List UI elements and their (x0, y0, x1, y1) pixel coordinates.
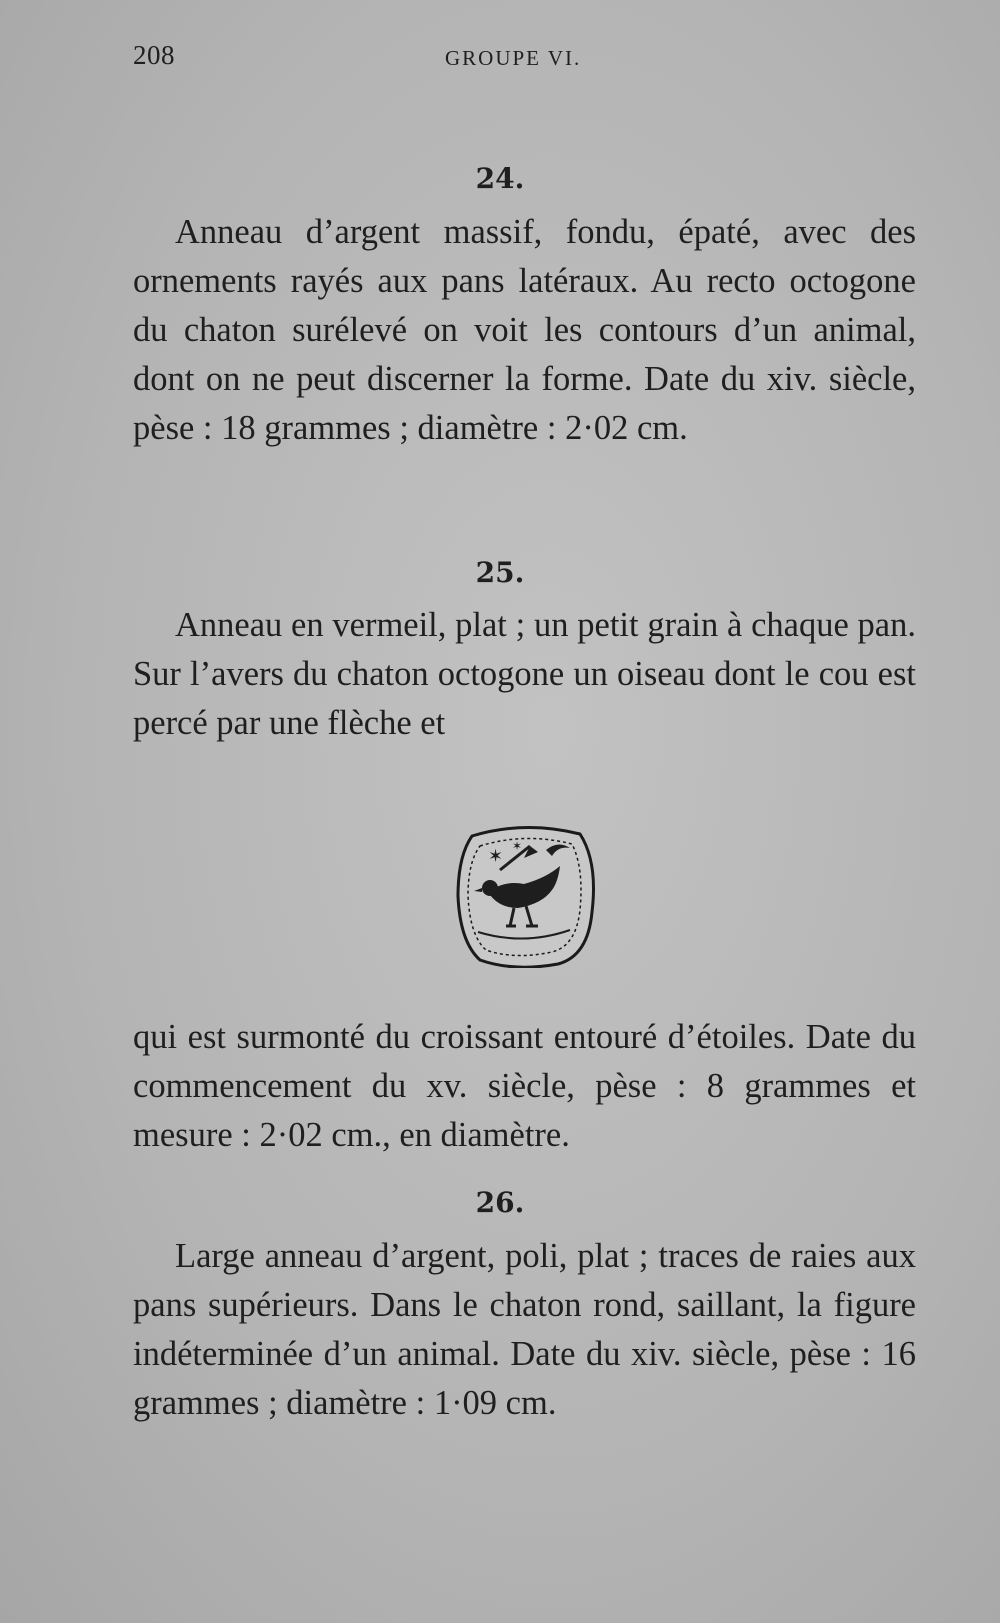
page-header (133, 40, 913, 80)
running-title: GROUPE VI. (445, 46, 582, 70)
page-number: 208 (133, 40, 175, 70)
entry-24-text: Anneau d’argent massif, fondu, épaté, avec des ornements rayés aux pans latéraux. Au recto octogone du chaton surélevé on voit les contours d’un animal, dont on ne peut discerner la forme. Date du xiv. siècle, pèse : 18 grammes ; diamètre : 2·02 cm. (133, 213, 916, 447)
entry-number-24: 24. (475, 162, 525, 195)
entry-26-text: Large anneau d’argent, poli, plat ; traces de raies aux pans supérieurs. Dans le chaton rond, saillant, la figure indéterminée d’un animal. Date du xiv. siècle, pèse : 16 grammes ; diamètre : 1·09 cm. (133, 1237, 916, 1422)
entry-number-26: 26. (475, 1186, 525, 1219)
entry-25-text-before-figure: Anneau en vermeil, plat ; un petit grain à chaque pan. Sur l’avers du chaton octogone un oiseau dont le cou est percé par une flèche et (133, 606, 916, 742)
entry-25-text-after-figure: qui est surmonté du croissant entouré d’étoiles. Date du commencement du xv. siècle, pèse : 8 grammes et mesure : 2·02 cm., en diamètre. (133, 1018, 916, 1154)
svg-text:✶: ✶ (512, 839, 523, 853)
svg-text:✶: ✶ (488, 846, 504, 867)
entry-number-25: 25. (475, 556, 525, 589)
bird-seal-illustration (454, 822, 596, 968)
